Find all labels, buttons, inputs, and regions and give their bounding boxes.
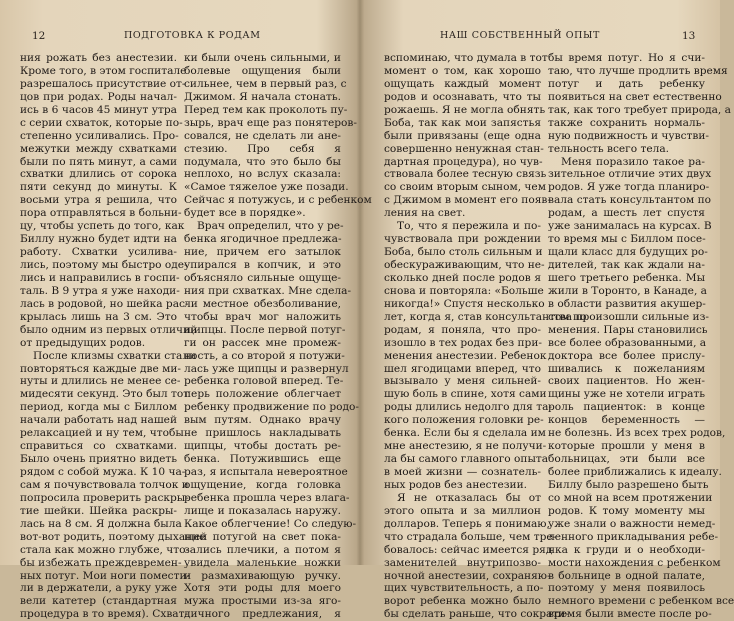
text-line: лась на 8 см. Я должна была <box>20 517 182 530</box>
text-line: пора отправляться в больни- <box>20 207 182 220</box>
text-line: было одним из первых отличий <box>20 323 198 336</box>
text-line: рожаешь. Я не могла обнять <box>384 103 546 116</box>
text-line: концов беременность — <box>548 414 705 427</box>
text-line: Джимом. Я начала стонать. <box>184 90 341 103</box>
text-line: сам я почувствовала толчок и <box>20 478 189 491</box>
text-line: кого положения головки ре- <box>384 414 544 427</box>
text-line: лись и направились в госпи- <box>20 271 180 284</box>
text-line: вели катетер (стандартная <box>20 595 177 608</box>
page-number: 13 <box>682 30 696 42</box>
text-line: более приближались к идеалу. <box>548 466 722 478</box>
text-line: неплохо, но вслух сказала: <box>184 168 341 181</box>
text-line: момент о том, как хорошо <box>384 64 541 77</box>
text-line: ребенку продвижение по родо- <box>184 401 359 414</box>
text-line: со своим вторым сыном, чем <box>384 181 546 194</box>
text-line: ленного прикладывания ребе- <box>548 530 719 543</box>
text-line: Какое облегчение! Со следую- <box>184 517 357 530</box>
text-line: своих пациентов. Но жен- <box>548 375 705 388</box>
text-line: ную подвижность и чувстви- <box>548 129 710 142</box>
text-line: шивались к пожеланиям <box>548 362 705 375</box>
text-line: пяти секунд до минуты. К <box>20 181 177 194</box>
text-line: щины уже не хотели играть <box>548 388 706 401</box>
text-line: время были вместе после ро- <box>548 608 712 621</box>
text-line: мости нахождения с ребенком <box>548 556 721 569</box>
text-line: мне анестезию, я не получи- <box>384 440 547 453</box>
text-line: ние, причем его затылок <box>184 246 341 259</box>
text-line: уже занималась на курсах. В <box>548 220 712 233</box>
text-line: мидесяти секунд. Это был тот <box>20 388 190 401</box>
text-line: щипцы. После первой потуг- <box>184 323 346 336</box>
text-line: больницах, эти были все <box>548 453 705 466</box>
text-line: процедура в то время). Схват- <box>20 608 189 621</box>
text-line: роды длились недолго для та- <box>384 401 552 414</box>
text-line: лище и показалась наружу. <box>184 504 341 517</box>
text-line: ребенка прошла через влага- <box>184 491 350 504</box>
text-line: нка к груди и о необходи- <box>548 543 705 556</box>
text-line: дартная процедура), но чув- <box>384 155 543 168</box>
text-line: что страдала больше, чем тре- <box>384 530 557 543</box>
text-line: мужа простыми из-за яго- <box>184 595 341 608</box>
text-line: бы сделать раньше, что сократи- <box>384 608 569 621</box>
text-line: шего третьего ребенка. Мы <box>548 271 705 284</box>
text-line: шую боль в спине, хотя сами <box>384 388 547 401</box>
text-line: После клизмы схватки стали <box>33 349 197 362</box>
text-line: роль пациенток: в конце <box>548 401 705 414</box>
text-line: Хотя эти роды для моего <box>184 582 341 595</box>
text-line: изошло в тех родах без при- <box>384 336 542 349</box>
running-head: НАШ СОБСТВЕННЫЙ ОПЫТ <box>440 30 600 41</box>
text-line: ощущение, когда головка <box>184 478 341 491</box>
text-line: с серии схваток, которые по- <box>20 116 183 129</box>
text-line: потуг и дать ребенку <box>548 77 705 90</box>
text-line: снова и повторяла: «Больше <box>384 284 544 297</box>
text-line: ги он рассек мне промеж- <box>184 336 341 349</box>
text-line: Меня поразило такое ра- <box>561 155 705 168</box>
text-line: заменителей внутрипозво- <box>384 556 541 569</box>
text-line: вала стать консультантом по <box>548 194 712 207</box>
text-line: Биллу нужно будет идти на <box>20 233 177 246</box>
text-line: сколько дней после родов я <box>384 271 541 284</box>
text-line: зырь, врач еще раз понятеров- <box>184 116 357 129</box>
text-line: зались плечики, а потом я <box>184 543 341 556</box>
text-line: работу. Схватки усилива- <box>20 246 177 259</box>
text-line: немного времени с ребенком все <box>548 595 734 608</box>
text-column <box>384 52 587 621</box>
text-line: щих чувствительность, а по- <box>384 582 544 595</box>
text-line: уже знали о важности немед- <box>548 517 716 530</box>
text-line: дителей, так как ждали на- <box>548 259 705 271</box>
right-page <box>362 0 734 621</box>
text-line: щипцы, чтобы достать ре- <box>184 440 341 453</box>
text-line: бенка. Потужившись еще <box>184 453 341 466</box>
text-line: разрешалось присутствие от- <box>20 77 186 90</box>
text-line: будет все в порядке». <box>184 207 306 220</box>
text-line: Биллу было разрешено быть <box>548 478 709 491</box>
text-line: поэтому у меня появилось <box>548 582 705 595</box>
text-line: ных потуг. Мои ноги помести- <box>20 569 191 582</box>
text-line: повторяться каждые две ми- <box>20 362 181 375</box>
text-line: были по пять минут, а сами <box>20 155 177 168</box>
text-line: родам, я поняла, что про- <box>384 323 541 336</box>
text-line: крылась лишь на 3 см. Это <box>20 310 177 323</box>
text-line: в моей жизни — сознатель- <box>384 466 541 478</box>
text-line: болевые ощущения были <box>184 64 341 77</box>
text-line: лась уже щипцы и развернул <box>184 362 349 375</box>
text-line: также сохранить нормаль- <box>548 116 705 129</box>
text-line: со мной на всем протяжении <box>548 491 713 504</box>
text-line: бы избежать преждевремен- <box>20 556 182 569</box>
text-line: ния рожать без анестезии. <box>20 52 177 64</box>
text-line: вым путям. Однако врачу <box>184 414 341 427</box>
text-line: были привязаны (еще одна <box>384 129 541 142</box>
text-line: стала как можно глубже, что- <box>20 543 190 556</box>
text-line: релаксацией и ну тем, чтобы <box>20 427 184 440</box>
text-line: ночной анестезии, сохраняю- <box>384 569 551 582</box>
text-line: родов. К тому моменту мы <box>548 504 705 517</box>
text-line: Сейчас я потужусь, и с ребенком <box>184 194 372 207</box>
text-line: увидела маленькие ножки <box>184 556 341 569</box>
text-line: чувствовала при рождении <box>384 233 541 246</box>
text-line: степенно усиливались. Про- <box>20 129 179 142</box>
text-line: перь положение облегчает <box>184 388 341 401</box>
text-line: ощущать каждый момент <box>384 77 541 90</box>
text-line: щали класс для будущих ро- <box>548 246 708 259</box>
text-line: и размахивающую ручку. <box>184 569 341 582</box>
text-line: никогда!» Спустя несколько <box>384 297 545 310</box>
text-column <box>548 52 734 621</box>
text-column <box>20 52 206 621</box>
text-line: которые прошли у меня в <box>548 440 705 453</box>
text-line: не пришлось накладывать <box>184 427 341 440</box>
text-line: появиться на свет естественно <box>548 90 722 103</box>
text-line: сильнее, чем в первый раз, с <box>184 77 347 90</box>
text-line: цу, чтобы успеть до того, как <box>20 220 185 233</box>
text-line: щей потугой на свет пока- <box>184 530 341 543</box>
text-line: вызывало у меня сильней- <box>384 375 541 388</box>
text-line: стезию. Про себя я <box>184 142 341 155</box>
text-line: начали работать над нашей <box>20 414 177 427</box>
text-column <box>184 52 372 621</box>
text-line: зительное отличие этих двух <box>548 168 712 181</box>
text-line: в области развития акушер- <box>548 297 706 310</box>
text-line: вспоминаю, что думала в тот <box>384 52 548 64</box>
text-line: вот-вот родить, поэтому дыхание <box>20 530 206 543</box>
text-line: лись, поэтому мы быстро оде- <box>20 259 188 271</box>
text-line: в больнице в одной палате, <box>548 569 705 582</box>
text-line: чтобы врач мог наложить <box>184 310 341 323</box>
page-number: 12 <box>32 30 46 42</box>
text-line: межутки между схватками <box>20 142 177 155</box>
text-line: шел ягодицами вперед, что <box>384 362 541 375</box>
text-line: схватки длились от сорока <box>20 168 177 181</box>
text-line: родов и осознавать, что ты <box>384 90 541 103</box>
text-line: ства произошли сильные из- <box>548 310 709 323</box>
text-line: ребенка головой вперед. Те- <box>184 375 344 388</box>
text-line: лет, когда я, став консультантом по <box>384 310 587 323</box>
text-line: все более образованными, а <box>548 336 707 349</box>
text-line: нуты и длились не менее се- <box>20 375 181 388</box>
text-line: ись в 6 часов 45 минут утра <box>20 103 177 116</box>
text-line: ления на свет. <box>384 207 466 220</box>
text-line: Кроме того, в этом госпитале <box>20 64 187 77</box>
text-line: тие шейки. Шейка раскры- <box>20 504 177 517</box>
text-line: с Джимом в момент его появ- <box>384 194 551 207</box>
text-line: доктора все более прислу- <box>548 349 705 362</box>
text-line: совершенно ненужная стан- <box>384 142 544 155</box>
text-line: совался, не сделать ли ане- <box>184 129 341 142</box>
text-line: долларов. Теперь я понимаю, <box>384 517 550 530</box>
text-line: подумала, что это было бы <box>184 155 341 168</box>
text-line: бовалось: сейчас имеется ряд <box>384 543 553 556</box>
text-line: «Самое тяжелое уже позади. <box>184 181 349 194</box>
text-line: жили в Торонто, в Канаде, а <box>548 284 707 297</box>
text-line: не болезнь. Из всех трех родов, <box>548 427 726 440</box>
text-line: раз, я испытала невероятное <box>184 466 348 478</box>
text-line: Врач определил, что у ре- <box>197 220 344 233</box>
text-line: рядом с собой мужа. К 10 ча- <box>20 466 186 478</box>
text-line: бенка. Если бы я сделала им <box>384 427 546 440</box>
text-line: бы время потуг. Но я счи- <box>548 52 705 64</box>
text-line: менения анестезии. Ребенок <box>384 349 547 362</box>
text-line: ла бы самого главного опыта <box>384 453 549 466</box>
text-line: цов при родах. Роды начал- <box>20 90 177 103</box>
text-line: Перед тем как проколоть пу- <box>184 103 348 116</box>
text-line: бенка ягодичное предлежа- <box>184 233 342 246</box>
text-line: То, что я пережила и по- <box>397 220 541 233</box>
text-line: то время мы с Биллом посе- <box>548 233 706 246</box>
text-line: ность, а со второй я потужи- <box>184 349 345 362</box>
text-line: таю, что лучше продлить время <box>548 64 728 77</box>
text-line: Было очень приятно видеть <box>20 453 177 466</box>
text-line: от предыдущих родов. <box>20 336 146 349</box>
text-line: ли в держатели, а руку уже <box>20 582 177 595</box>
text-line: ных родов без анестезии. <box>384 478 527 491</box>
text-line: таль. В 9 утра я уже находи- <box>20 284 180 297</box>
text-line: справиться со схватками. <box>20 440 177 453</box>
text-line: ствовала более тесную связь <box>384 168 547 181</box>
running-head: ПОДГОТОВКА К РОДАМ <box>124 30 261 41</box>
text-line: период, когда мы с Биллом <box>20 401 177 414</box>
text-line: родам, а шесть лет спустя <box>548 207 705 220</box>
text-line: обескураживающим, что не- <box>384 259 545 271</box>
text-line: тельность всего тела. <box>548 142 670 155</box>
text-line: восьми утра я решила, что <box>20 194 177 207</box>
text-line: так, как того требует природа, а <box>548 103 731 116</box>
text-line: Боба, так как мои запястья <box>384 116 541 129</box>
text-line: ки были очень сильными, и <box>184 52 341 64</box>
text-line: дичного предлежания, я <box>184 608 341 621</box>
text-line: лась в родовой, но шейка рас- <box>20 297 189 310</box>
text-line: упирался в копчик, и это <box>184 259 341 271</box>
text-line: менения. Пары становились <box>548 323 708 336</box>
text-line: этого опыта и за миллион <box>384 504 541 517</box>
text-line: ворот ребенка можно было <box>384 595 541 608</box>
text-line: попросила проверить раскры- <box>20 491 189 504</box>
text-line: Я не отказалась бы от <box>397 491 541 504</box>
text-line: объясняло сильные ощуще- <box>184 271 341 284</box>
text-line: ли местное обезболивание, <box>184 297 341 310</box>
text-line: ния при схватках. Мне сдела- <box>184 284 352 297</box>
text-line: Боба, было столь сильным и <box>384 246 543 259</box>
text-line: родов. Я уже тогда планиро- <box>548 181 710 194</box>
